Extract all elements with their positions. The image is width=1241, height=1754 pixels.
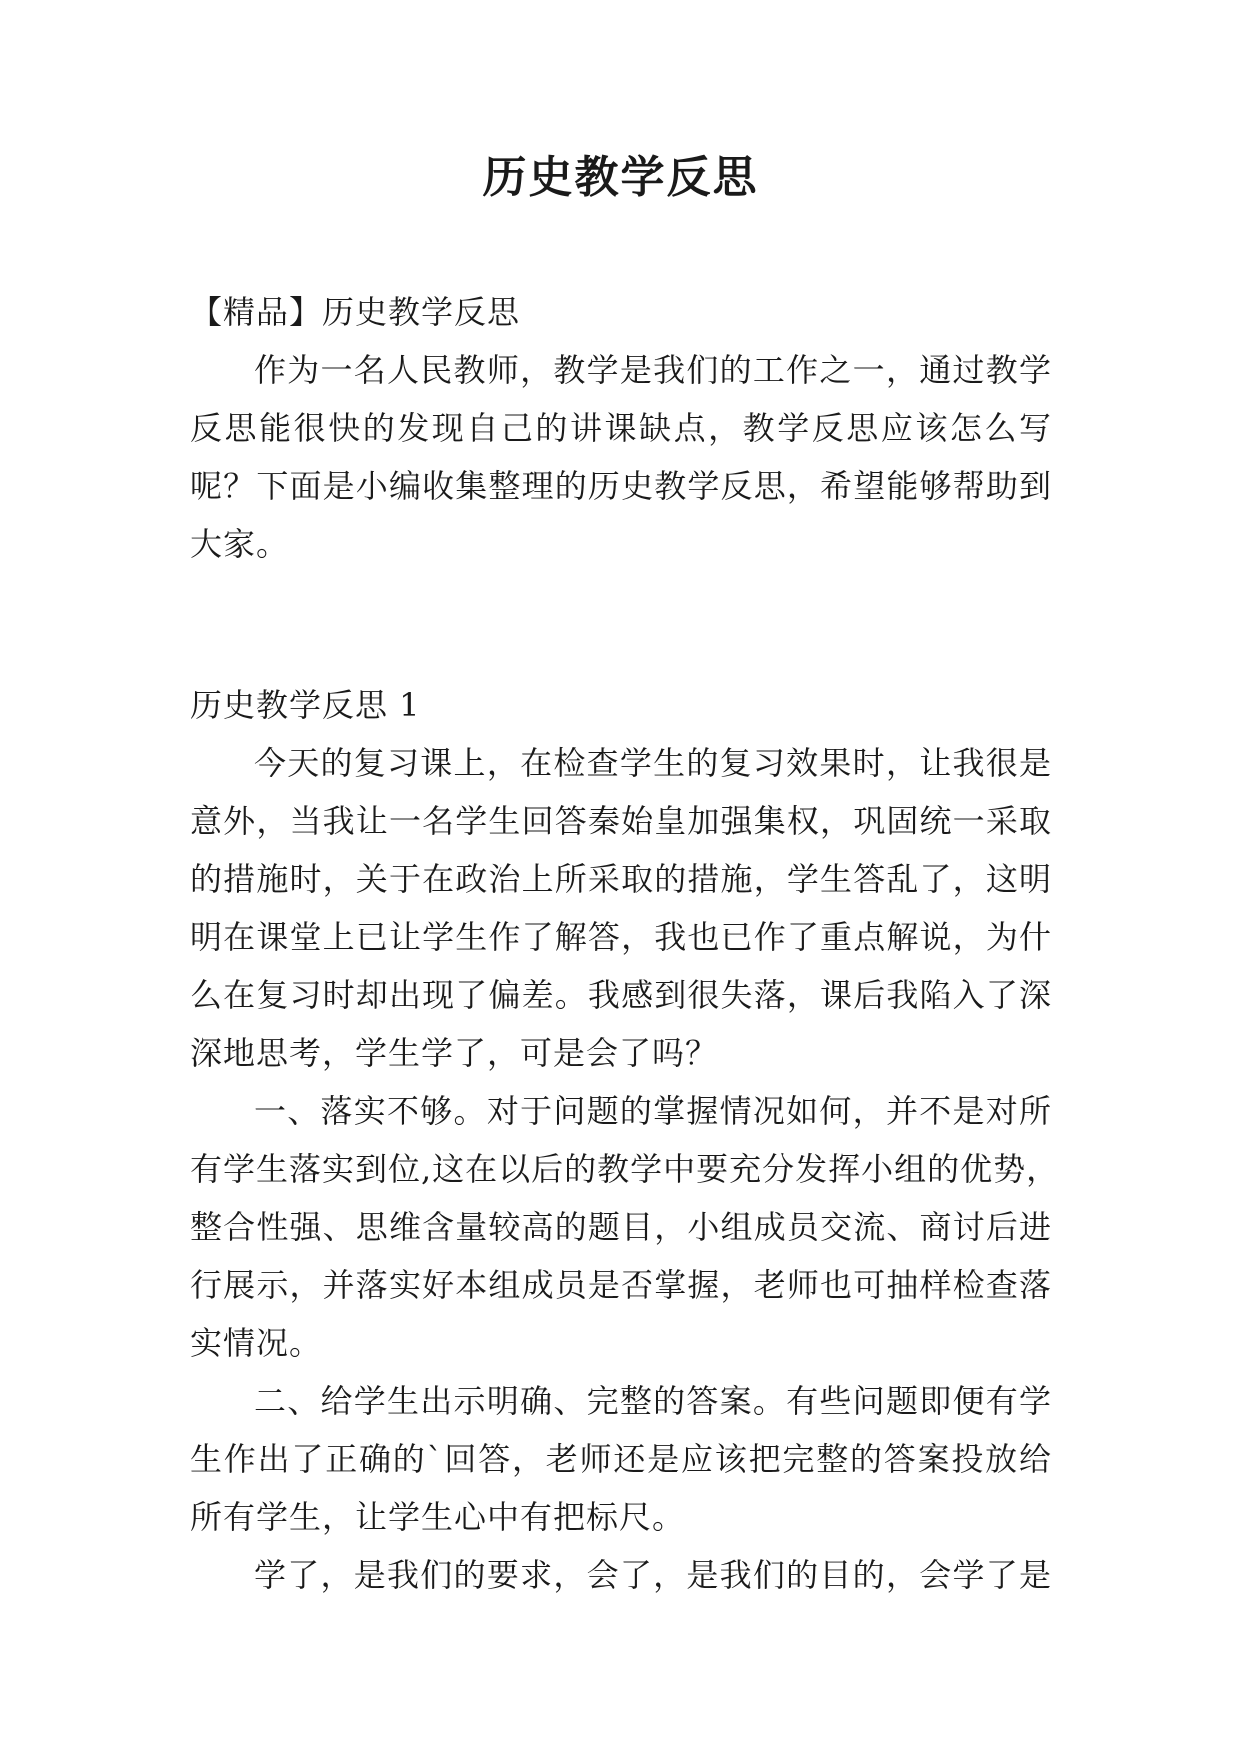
paragraph-line: 二、给学生出示明确、完整的答案。有些问题即便有学 — [254, 1382, 1052, 1420]
body-paragraph — [190, 1082, 1060, 1372]
paragraph-line: 实情况。 — [190, 1324, 323, 1362]
paragraph-line: 行展示，并落实好本组成员是否掌握，老师也可抽样检查落 — [190, 1266, 1052, 1304]
intro-paragraph — [190, 341, 1052, 573]
blank-space — [190, 573, 1052, 676]
paragraph-line: 所有学生，让学生心中有把标尺。 — [190, 1498, 686, 1536]
paragraph-line: 作为一名人民教师，教学是我们的工作之一，通过教学 — [254, 351, 1052, 389]
paragraph-line: 反思能很快的发现自己的讲课缺点，教学反思应该怎么写 — [190, 409, 1052, 447]
paragraph-line: 有学生落实到位,这在以后的教学中要充分发挥小组的优势， — [190, 1150, 1060, 1188]
body-paragraph — [190, 1546, 1052, 1604]
paragraph-line: 么在复习时却出现了偏差。我感到很失落，课后我陷入了深 — [190, 976, 1052, 1014]
document-body — [190, 283, 1060, 1604]
paragraph-line: 一、落实不够。对于问题的掌握情况如何，并不是对所 — [254, 1092, 1052, 1130]
paragraph-line: 的措施时，关于在政治上所采取的措施，学生答乱了，这明 — [190, 860, 1052, 898]
paragraph-line: 学了，是我们的要求，会了，是我们的目的，会学了是 — [254, 1556, 1052, 1594]
paragraph-line: 明在课堂上已让学生作了解答，我也已作了重点解说，为什 — [190, 918, 1052, 956]
body-paragraph — [190, 734, 1052, 1082]
body-paragraph — [190, 1372, 1052, 1546]
paragraph-line: 意外，当我让一名学生回答秦始皇加强集权，巩固统一采取 — [190, 802, 1052, 840]
paragraph-line: 呢？下面是小编收集整理的历史教学反思，希望能够帮助到 — [190, 467, 1052, 505]
document-title: 历史教学反思 — [482, 152, 759, 203]
paragraph-line: 生作出了正确的`回答，老师还是应该把完整的答案投放给 — [190, 1440, 1052, 1478]
paragraph-line: 深地思考，学生学了，可是会了吗？ — [190, 1034, 719, 1072]
subtitle: 【精品】历史教学反思 — [190, 293, 521, 331]
paragraph-line: 今天的复习课上，在检查学生的复习效果时，让我很是 — [254, 744, 1052, 782]
paragraph-line: 整合性强、思维含量较高的题目，小组成员交流、商讨后进 — [190, 1208, 1052, 1246]
paragraph-line: 大家。 — [190, 525, 290, 563]
section-heading: 历史教学反思 1 — [190, 686, 421, 724]
